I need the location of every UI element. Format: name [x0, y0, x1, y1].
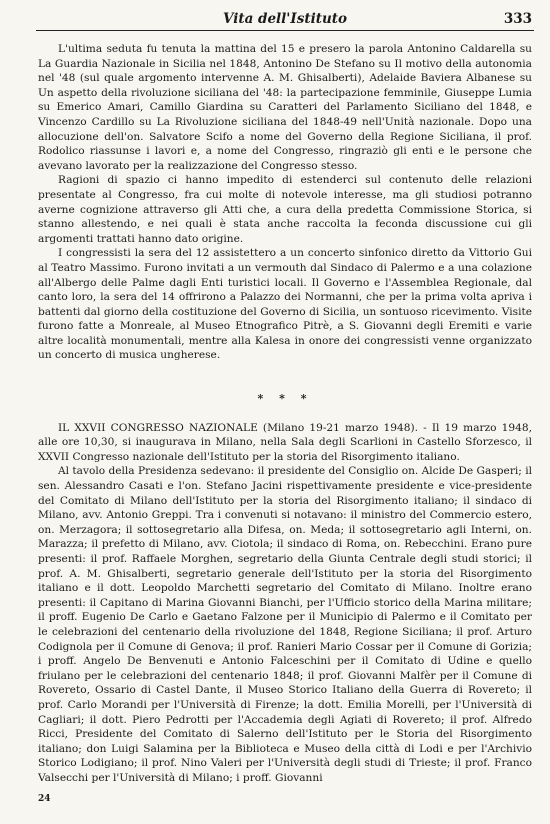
- paragraph: IL XXVII CONGRESSO NAZIONALE (Milano 19-21 marzo 1948). - Il 19 marzo 1948, alle ore 10,30, si inaugurava in Milano, nella Sala degli Scarlioni in Castello Sforzesco, il XXVII Congresso nazionale dell'Istituto per la storia del Risorgimento italiano.: [38, 421, 532, 463]
- page-number: 333: [503, 11, 532, 27]
- paragraph: I congressisti la sera del 12 assistettero a un concerto sinfonico diretto da Vittorio Gui al Teatro Massimo. Furono invitati a un vermouth dal Sindaco di Palermo e a una colazione all'Albergo delle Palme dagli Enti turistici locali. Il Governo e l'Assemblea Regionale, dal canto loro, la sera del 14 offrirono a Palazzo dei Normanni, che per la prima volta apriva i battenti dal giorno della costituzione del Governo di Sicilia, un sontuoso ricevimento. Visite furono fatte a Monreale, al Museo Etnografico Pitrè, a S. Giovanni degli Eremiti e varie altre località monumentali, mentre alla Kalesa in onore dei congressisti venne organizzato un concerto di musica ungherese.: [38, 247, 532, 362]
- signature-mark: 24: [38, 794, 51, 804]
- paragraph: Ragioni di spazio ci hanno impedito di estenderci sul contenuto delle relazioni presentate al Congresso, fra cui molte di notevole interesse, ma gli studiosi potranno averne cognizione attraverso gli Atti che, a cura della predetta Commissione Storica, si stanno allestendo, e nei quali è stata anche raccolta la feconda discussione cui gli argomenti trattati hanno dato origine.: [38, 174, 532, 245]
- paragraph: L'ultima seduta fu tenuta la mattina del 15 e presero la parola Antonino Caldarella su La Guardia Nazionale in Sicilia nel 1848, Antonino De Stefano su Il motivo della autonomia nel '48 (sul quale argomento intervenne A. M. Ghisalberti), Adelaide Baviera Albanese su Un aspetto della rivoluzione siciliana del '48: la partecipazione femminile, Giuseppe Lumia su Emerico Amari, Camillo Giardina su Caratteri del Parlamento Siciliano del 1848, e Vincenzo Cardillo su La Rivoluzione siciliana del 1848-49 nell'Unità nazionale. Dopo una allocuzione dell'on. Salvatore Scifo a nome del Governo della Regione Siciliana, il prof. Rodolico riassunse i lavori e, a nome del Congresso, ringraziò gli enti e le persone che avevano lavorato per la realizzazione del Congresso stesso.: [38, 43, 532, 172]
- section-separator: * * *: [257, 392, 313, 406]
- running-header: [36, 8, 534, 31]
- running-title: Vita dell'Istituto: [222, 11, 348, 27]
- page-body: [38, 42, 532, 786]
- paragraph: Al tavolo della Presidenza sedevano: il presidente del Consiglio on. Alcide De Gasperi; il sen. Alessandro Casati e l'on. Stefano Jacini rispettivamente presidente e vice-presidente del Comitato di Milano dell'Istituto per la storia del Risorgimento italiano; il sindaco di Milano, avv. Antonio Greppi. Tra i convenuti si notavano: il ministro del Commercio estero, on. Merzagora; il sottosegretario alla Difesa, on. Meda; il sottosegretario agli Interni, on. Marazza; il prefetto di Milano, avv. Ciotola; il sindaco di Roma, on. Rebecchini. Erano pure presenti: il prof. Raffaele Morghen, segretario della Giunta Centrale degli studi storici; il prof. A. M. Ghisalberti, segretario generale dell'Istituto per la storia del Risorgimento italiano e il dott. Leopoldo Marchetti segretario del Comitato di Milano. Inoltre erano presenti: il Capitano di Marina Giovanni Bianchi, per l'Ufficio storico della Marina militare; il proff. Eugenio De Carlo e Gaetano Falzone per il Municipio di Palermo e il Comitato per le celebrazioni del centenario della rivoluzione del 1848, Regione Siciliana; il prof. Arturo Codignola per il Comune di Genova; il prof. Ranieri Mario Cossar per il Comune di Gorizia; i proff. Angelo De Benvenuti e Antonio Falceschini per il Comitato di Udine e quello friulano per le celebrazioni del centenario 1848; il prof. Giovanni Malfèr per il Comune di Rovereto, Ossario di Castel Dante, il Museo Storico Italiano della Guerra di Rovereto; il prof. Carlo Morandi per l'Università di Firenze; la dott. Emilia Morelli, per l'Università di Cagliari; il dott. Piero Pedrotti per l'Accademia degli Agiati di Rovereto; il prof. Alfredo Ricci, Presidente del Comitato di Salerno dell'Istituto per le Storia del Risorgimento italiano; don Luigi Salamina per la Biblioteca e Museo della città di Lodi e per l'Archivio Storico Lodigiano; il prof. Nino Valeri per l'Università degli studi di Trieste; il prof. Franco Valsecchi per l'Università di Milano; i proff. Giovanni: [38, 465, 532, 784]
